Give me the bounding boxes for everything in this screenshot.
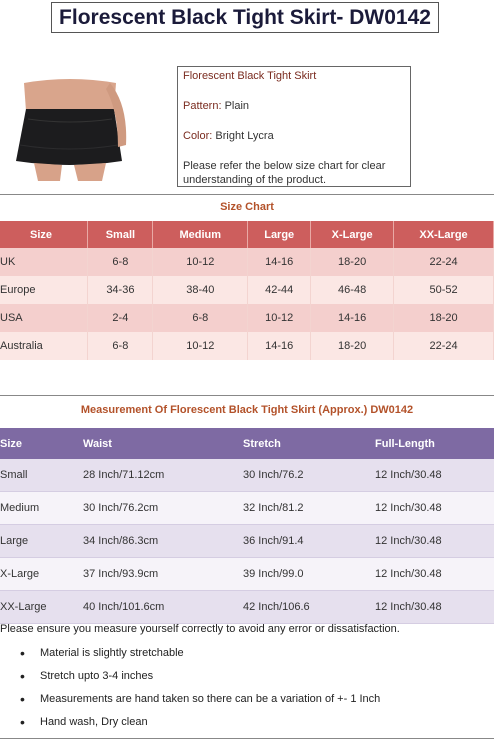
table-cell: 50-52: [394, 276, 494, 304]
table-cell: 22-24: [394, 332, 494, 360]
table-row: [0, 492, 494, 525]
table-cell: 38-40: [153, 276, 248, 304]
full-length-col-header: Full-Length: [372, 428, 494, 459]
large-col-header: Large: [248, 221, 311, 248]
color-value: Bright Lycra: [215, 130, 274, 142]
table-cell: 10-12: [153, 332, 248, 360]
table-cell: 18-20: [394, 304, 494, 332]
table-cell: 18-20: [311, 248, 394, 276]
table-row: [0, 558, 494, 591]
table-cell: Large: [0, 525, 80, 558]
care-list: [20, 645, 380, 737]
table-cell: 12 Inch/30.48: [372, 459, 494, 492]
measurement-title: Measurement Of Florescent Black Tight Skirt (Approx.) DW0142: [80, 404, 414, 416]
table-cell: 34-36: [88, 276, 153, 304]
table-cell: 14-16: [248, 248, 311, 276]
product-name: Florescent Black Tight Skirt: [183, 70, 317, 82]
table-cell: 14-16: [248, 332, 311, 360]
table-cell: Small: [0, 459, 80, 492]
table-cell: 22-24: [394, 248, 494, 276]
product-note: Please refer the below size chart for clear understanding of the product.: [183, 160, 386, 186]
table-row: [0, 304, 494, 332]
table-cell: Australia: [0, 332, 88, 360]
table-cell: 39 Inch/99.0: [240, 558, 372, 591]
table-cell: 34 Inch/86.3cm: [80, 525, 240, 558]
table-cell: Medium: [0, 492, 80, 525]
size-col-header: Size: [0, 428, 80, 459]
table-cell: 40 Inch/101.6cm: [80, 591, 240, 624]
table-cell: X-Large: [0, 558, 80, 591]
divider: [0, 194, 494, 195]
list-item: • Hand wash, Dry clean: [20, 714, 380, 737]
table-cell: 12 Inch/30.48: [372, 525, 494, 558]
table-cell: 36 Inch/91.4: [240, 525, 372, 558]
measurement-table: [0, 428, 494, 624]
table-cell: 10-12: [153, 248, 248, 276]
table-row: [0, 332, 494, 360]
table-cell: USA: [0, 304, 88, 332]
table-cell: Europe: [0, 276, 88, 304]
table-row: [0, 591, 494, 624]
table-cell: 14-16: [311, 304, 394, 332]
table-cell: 12 Inch/30.48: [372, 591, 494, 624]
pattern-value: Plain: [224, 100, 250, 112]
xxlarge-col-header: XX-Large: [394, 221, 494, 248]
table-cell: 28 Inch/71.12cm: [80, 459, 240, 492]
divider: [0, 738, 494, 739]
table-cell: 6-8: [153, 304, 248, 332]
table-cell: 12 Inch/30.48: [372, 492, 494, 525]
page-title: Florescent Black Tight Skirt- DW0142: [51, 2, 439, 33]
waist-col-header: Waist: [80, 428, 240, 459]
stretch-col-header: Stretch: [240, 428, 372, 459]
pattern-label: Pattern:: [183, 100, 225, 112]
table-cell: 37 Inch/93.9cm: [80, 558, 240, 591]
product-info-box: [177, 66, 411, 187]
table-cell: 32 Inch/81.2: [240, 492, 372, 525]
list-item: • Stretch upto 3-4 inches: [20, 668, 380, 691]
table-cell: XX-Large: [0, 591, 80, 624]
table-row: [0, 459, 494, 492]
table-cell: 42 Inch/106.6: [240, 591, 372, 624]
table-cell: 12 Inch/30.48: [372, 558, 494, 591]
table-cell: UK: [0, 248, 88, 276]
xlarge-col-header: X-Large: [311, 221, 394, 248]
table-cell: 2-4: [88, 304, 153, 332]
table-cell: 6-8: [88, 332, 153, 360]
table-cell: 18-20: [311, 332, 394, 360]
table-cell: 42-44: [248, 276, 311, 304]
measurement-header-row: [0, 428, 494, 459]
color-label: Color:: [183, 130, 216, 142]
table-row: [0, 276, 494, 304]
table-cell: 10-12: [248, 304, 311, 332]
size-chart-title: Size Chart: [220, 201, 274, 213]
list-item: • Material is slightly stretchable: [20, 645, 380, 668]
table-cell: 30 Inch/76.2cm: [80, 492, 240, 525]
measure-note: Please ensure you measure yourself correctly to avoid any error or dissatisfaction.: [0, 623, 400, 635]
table-row: [0, 525, 494, 558]
table-cell: 6-8: [88, 248, 153, 276]
table-cell: 46-48: [311, 276, 394, 304]
divider: [0, 395, 494, 396]
size-chart-header-row: [0, 221, 494, 248]
product-photo: [10, 75, 130, 181]
list-item: • Measurements are hand taken so there can be a variation of +- 1 Inch: [20, 691, 380, 714]
small-col-header: Small: [88, 221, 153, 248]
table-row: [0, 248, 494, 276]
size-chart-table: [0, 221, 494, 360]
size-col-header: Size: [0, 221, 88, 248]
medium-col-header: Medium: [153, 221, 248, 248]
table-cell: 30 Inch/76.2: [240, 459, 372, 492]
